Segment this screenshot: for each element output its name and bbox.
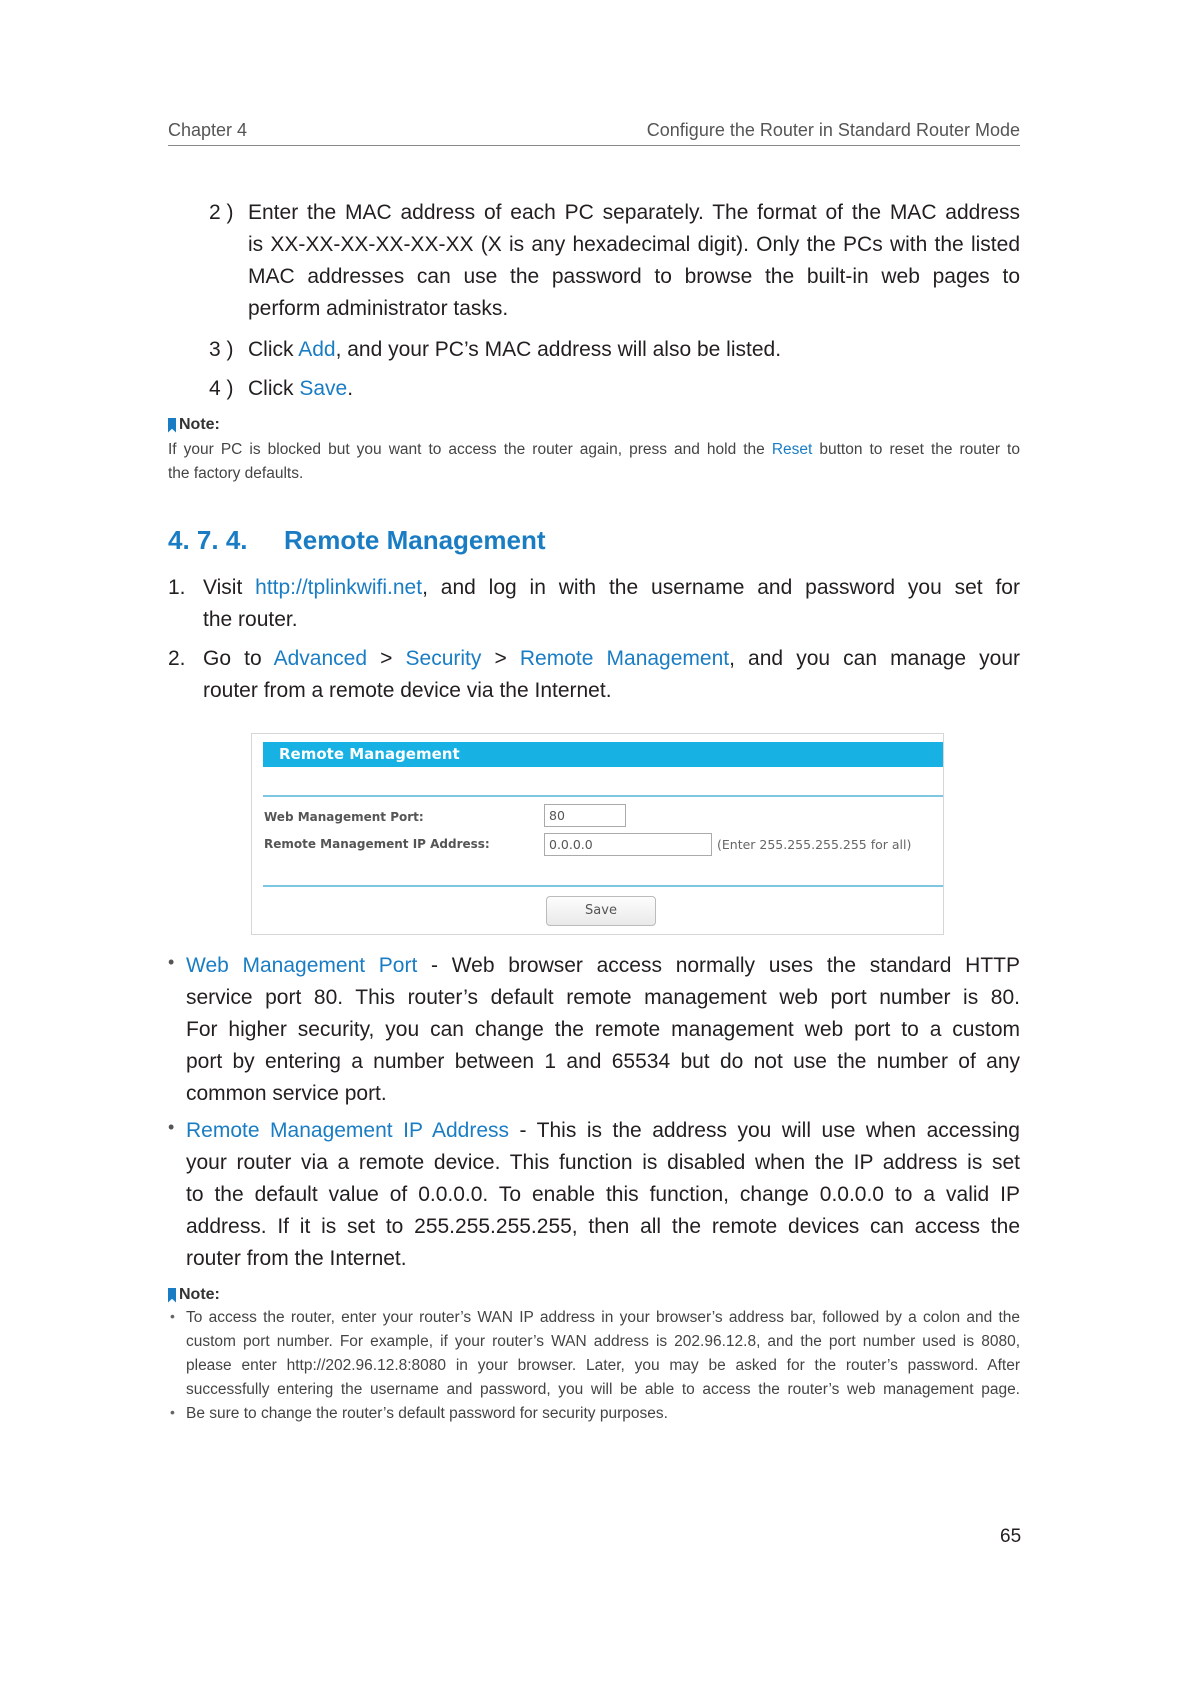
step-text bbox=[248, 334, 781, 366]
step-text bbox=[203, 572, 1020, 636]
panel-title: Remote Management bbox=[263, 742, 943, 767]
step-number: 1. bbox=[168, 576, 186, 599]
note-line: To access the router, enter your router’s WAN IP address in your browser’s address bar, followed by a colon and the bbox=[186, 1309, 1020, 1326]
step-line: MAC addresses can use the password to browse the built-in web pages to bbox=[248, 265, 1020, 288]
panel-divider bbox=[263, 885, 943, 887]
step-text bbox=[203, 643, 1020, 707]
note-line bbox=[168, 438, 1020, 462]
step-line: perform administrator tasks. bbox=[248, 297, 509, 320]
bullet-line: your router via a remote device. This function is disabled when the IP address is set bbox=[186, 1151, 1020, 1174]
step-number: 4 ) bbox=[209, 377, 234, 400]
step-line bbox=[203, 572, 1020, 604]
note-label: Note: bbox=[179, 416, 220, 433]
bullet-item bbox=[186, 1115, 1020, 1275]
bullet-text: - This is the address you will use when accessing bbox=[509, 1119, 1020, 1142]
menu-path-advanced[interactable]: Advanced bbox=[273, 647, 368, 670]
step-line: router from a remote device via the Internet. bbox=[203, 679, 612, 702]
note-heading bbox=[168, 416, 220, 434]
step-text-post: , and your PC’s MAC address will also be listed. bbox=[335, 338, 782, 361]
note-item bbox=[186, 1306, 1020, 1402]
bullet-line bbox=[186, 1115, 1020, 1147]
note-text-pre: If your PC is blocked but you want to access the router again, press and hold the bbox=[168, 441, 772, 458]
save-link[interactable]: Save bbox=[299, 377, 348, 400]
note-line: the factory defaults. bbox=[168, 465, 304, 482]
bullet-icon: • bbox=[170, 1404, 175, 1420]
chapter-title: Configure the Router in Standard Router Mode bbox=[646, 120, 1020, 140]
step-text-post: , and you can manage your bbox=[729, 647, 1021, 670]
chapter-label: Chapter 4 bbox=[168, 120, 248, 140]
remote-ip-hint: (Enter 255.255.255.255 for all) bbox=[717, 837, 912, 852]
bullet-icon: • bbox=[170, 1308, 175, 1324]
bullet-line: service port 80. This router’s default remote management web port number is 80. bbox=[186, 986, 1020, 1009]
note-heading bbox=[168, 1286, 220, 1304]
reset-link[interactable]: Reset bbox=[771, 441, 813, 458]
step-number: 2. bbox=[168, 647, 186, 670]
path-separator: > bbox=[481, 647, 520, 670]
note-label: Note: bbox=[179, 1286, 220, 1303]
note-text-post: button to reset the router to bbox=[812, 441, 1020, 458]
add-link[interactable]: Add bbox=[298, 338, 336, 361]
remote-ip-term: Remote Management IP Address bbox=[186, 1119, 509, 1142]
page-number: 65 bbox=[1000, 1526, 1022, 1547]
menu-path-security[interactable]: Security bbox=[405, 647, 482, 670]
menu-path-remote-management[interactable]: Remote Management bbox=[519, 647, 730, 670]
step-number: 3 ) bbox=[209, 338, 234, 361]
step-line bbox=[203, 643, 1020, 675]
note-line: successfully entering the username and password, you will be able to access the router’s web management page. bbox=[186, 1381, 1020, 1398]
step-line: Enter the MAC address of each PC separately. The format of the MAC address bbox=[248, 201, 1020, 224]
tplinkwifi-link[interactable]: http://tplinkwifi.net bbox=[255, 576, 423, 599]
step-text-post: , and log in with the username and password you set for bbox=[422, 576, 1020, 599]
step-number: 2 ) bbox=[209, 201, 234, 224]
save-button[interactable]: Save bbox=[546, 896, 656, 926]
note-body bbox=[168, 438, 1020, 486]
step-text bbox=[248, 373, 353, 405]
bullet-line: common service port. bbox=[186, 1082, 387, 1105]
bullet-line: address. If it is set to 255.255.255.255, then all the remote devices can access the bbox=[186, 1215, 1020, 1238]
bullet-item bbox=[186, 950, 1020, 1110]
section-number: 4. 7. 4. bbox=[168, 525, 248, 555]
step-text-pre: Go to bbox=[203, 647, 274, 670]
path-separator: > bbox=[367, 647, 406, 670]
bookmark-icon bbox=[168, 1288, 176, 1303]
step-line: the router. bbox=[203, 608, 298, 631]
bullet-text: - Web browser access normally uses the standard HTTP bbox=[417, 954, 1020, 977]
step-text-pre: Visit bbox=[203, 576, 256, 599]
step-line: is XX-XX-XX-XX-XX-XX (X is any hexadecimal digit). Only the PCs with the listed bbox=[248, 233, 1020, 256]
note-line: custom port number. For example, if your router’s WAN address is 202.96.12.8, and the port number used is 8080, bbox=[186, 1333, 1020, 1350]
step-text-post: . bbox=[347, 377, 354, 400]
note-item bbox=[186, 1402, 1020, 1426]
panel-divider bbox=[263, 795, 943, 797]
step-text bbox=[248, 197, 1020, 325]
bullet-line: For higher security, you can change the remote management web port to a custom bbox=[186, 1018, 1020, 1041]
remote-management-screenshot bbox=[251, 733, 944, 935]
remote-ip-label: Remote Management IP Address: bbox=[264, 837, 490, 851]
bullet-line: port by entering a number between 1 and 65534 but do not use the number of any bbox=[186, 1050, 1020, 1073]
bullet-icon: • bbox=[168, 952, 175, 972]
note-line: please enter http://202.96.12.8:8080 in your browser. Later, you may be asked for the router’s password. After bbox=[186, 1357, 1020, 1374]
bullet-line: to the default value of 0.0.0.0. To enable this function, change 0.0.0.0 to a valid IP bbox=[186, 1183, 1020, 1206]
header-divider bbox=[168, 145, 1020, 146]
section-title: Remote Management bbox=[284, 525, 546, 555]
bullet-icon: • bbox=[168, 1117, 175, 1137]
bullet-line: router from the Internet. bbox=[186, 1247, 407, 1270]
web-management-port-label: Web Management Port: bbox=[264, 810, 424, 824]
remote-ip-input[interactable]: 0.0.0.0 bbox=[544, 833, 712, 856]
step-text-pre: Click bbox=[248, 338, 299, 361]
bookmark-icon bbox=[168, 418, 176, 433]
web-management-port-input[interactable]: 80 bbox=[544, 804, 626, 827]
bullet-line bbox=[186, 950, 1020, 982]
step-text-pre: Click bbox=[248, 377, 300, 400]
note-line: Be sure to change the router’s default password for security purposes. bbox=[186, 1405, 668, 1422]
web-management-port-term: Web Management Port bbox=[186, 954, 418, 977]
